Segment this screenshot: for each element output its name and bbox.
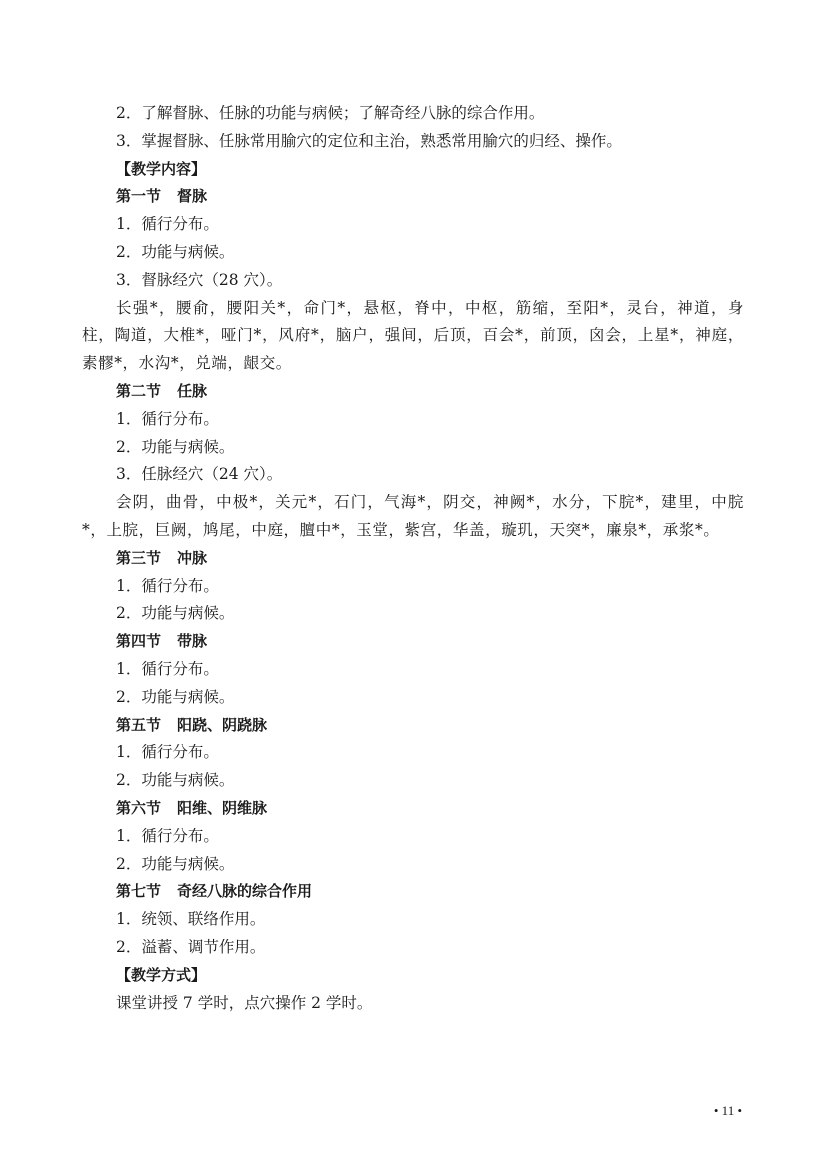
section-number: 第六节 [116, 798, 162, 817]
list-item: 2．功能与病候。 [116, 604, 235, 623]
list-item: 1．循行分布。 [116, 215, 219, 234]
section-heading [82, 183, 744, 211]
section-number: 第五节 [116, 715, 162, 734]
section-heading [82, 712, 744, 740]
section-title: 阳跷、阴跷脉 [177, 715, 268, 734]
section-number: 第三节 [116, 548, 162, 567]
list-item: 2．功能与病候。 [116, 242, 235, 261]
section-number: 第一节 [116, 187, 162, 206]
objective-item: 2．了解督脉、任脉的功能与病候；了解奇经八脉的综合作用。 [116, 104, 545, 122]
teaching-content-heading: 【教学内容】 [116, 159, 207, 178]
section-number: 第二节 [116, 381, 162, 400]
teaching-method-heading: 【教学方式】 [116, 965, 207, 984]
list-item: 2．溢蓄、调节作用。 [116, 937, 266, 956]
list-item: 3．督脉经穴（28 穴）。 [116, 270, 283, 289]
section-title: 督脉 [177, 187, 208, 206]
page-number: • 11 • [713, 1103, 742, 1118]
section-number: 第四节 [116, 632, 162, 651]
acupoint-list: 长强*，腰俞，腰阳关*，命门*，悬枢，脊中，中枢，筋缩，至阳*，灵台，神道，身柱，陶道，大椎*，哑门*，风府*，脑户，强间，后顶，百会*，前顶，囟会，上星*，神庭，素髎*，水沟*，兑端，龈交。 [82, 298, 744, 373]
list-item: 2．功能与病候。 [116, 687, 235, 706]
list-item: 1．循行分布。 [116, 576, 219, 595]
list-item: 2．功能与病候。 [116, 854, 235, 873]
section-heading [82, 545, 744, 573]
section-title: 阳维、阴维脉 [177, 798, 268, 817]
list-item: 3．任脉经穴（24 穴）。 [116, 465, 283, 484]
section-title: 冲脉 [177, 548, 208, 567]
list-item: 1．循行分布。 [116, 409, 219, 428]
list-item: 1．循行分布。 [116, 826, 219, 845]
section-number: 第七节 [116, 882, 162, 901]
list-item: 1．循行分布。 [116, 659, 219, 678]
list-item: 2．功能与病候。 [116, 771, 235, 790]
section-heading [82, 795, 744, 823]
section-title: 带脉 [177, 632, 208, 651]
section-heading [82, 378, 744, 406]
section-heading [82, 628, 744, 656]
section-title: 奇经八脉的综合作用 [177, 882, 313, 901]
teaching-method-text: 课堂讲授 7 学时，点穴操作 2 学时。 [116, 993, 373, 1012]
section-heading [82, 878, 744, 906]
acupoint-list: 会阴，曲骨，中极*，关元*，石门，气海*，阴交，神阙*，水分，下脘*，建里，中脘*，上脘，巨阙，鸠尾，中庭，膻中*，玉堂，紫宫，华盖，璇玑，天突*，廉泉*，承浆*。 [82, 493, 744, 539]
list-item: 1．统领、联络作用。 [116, 910, 266, 929]
objective-item: 3．掌握督脉、任脉常用腧穴的定位和主治，熟悉常用腧穴的归经、操作。 [116, 131, 622, 150]
page-content [82, 100, 744, 1017]
list-item: 1．循行分布。 [116, 743, 219, 762]
section-title: 任脉 [177, 381, 208, 400]
list-item: 2．功能与病候。 [116, 437, 235, 456]
